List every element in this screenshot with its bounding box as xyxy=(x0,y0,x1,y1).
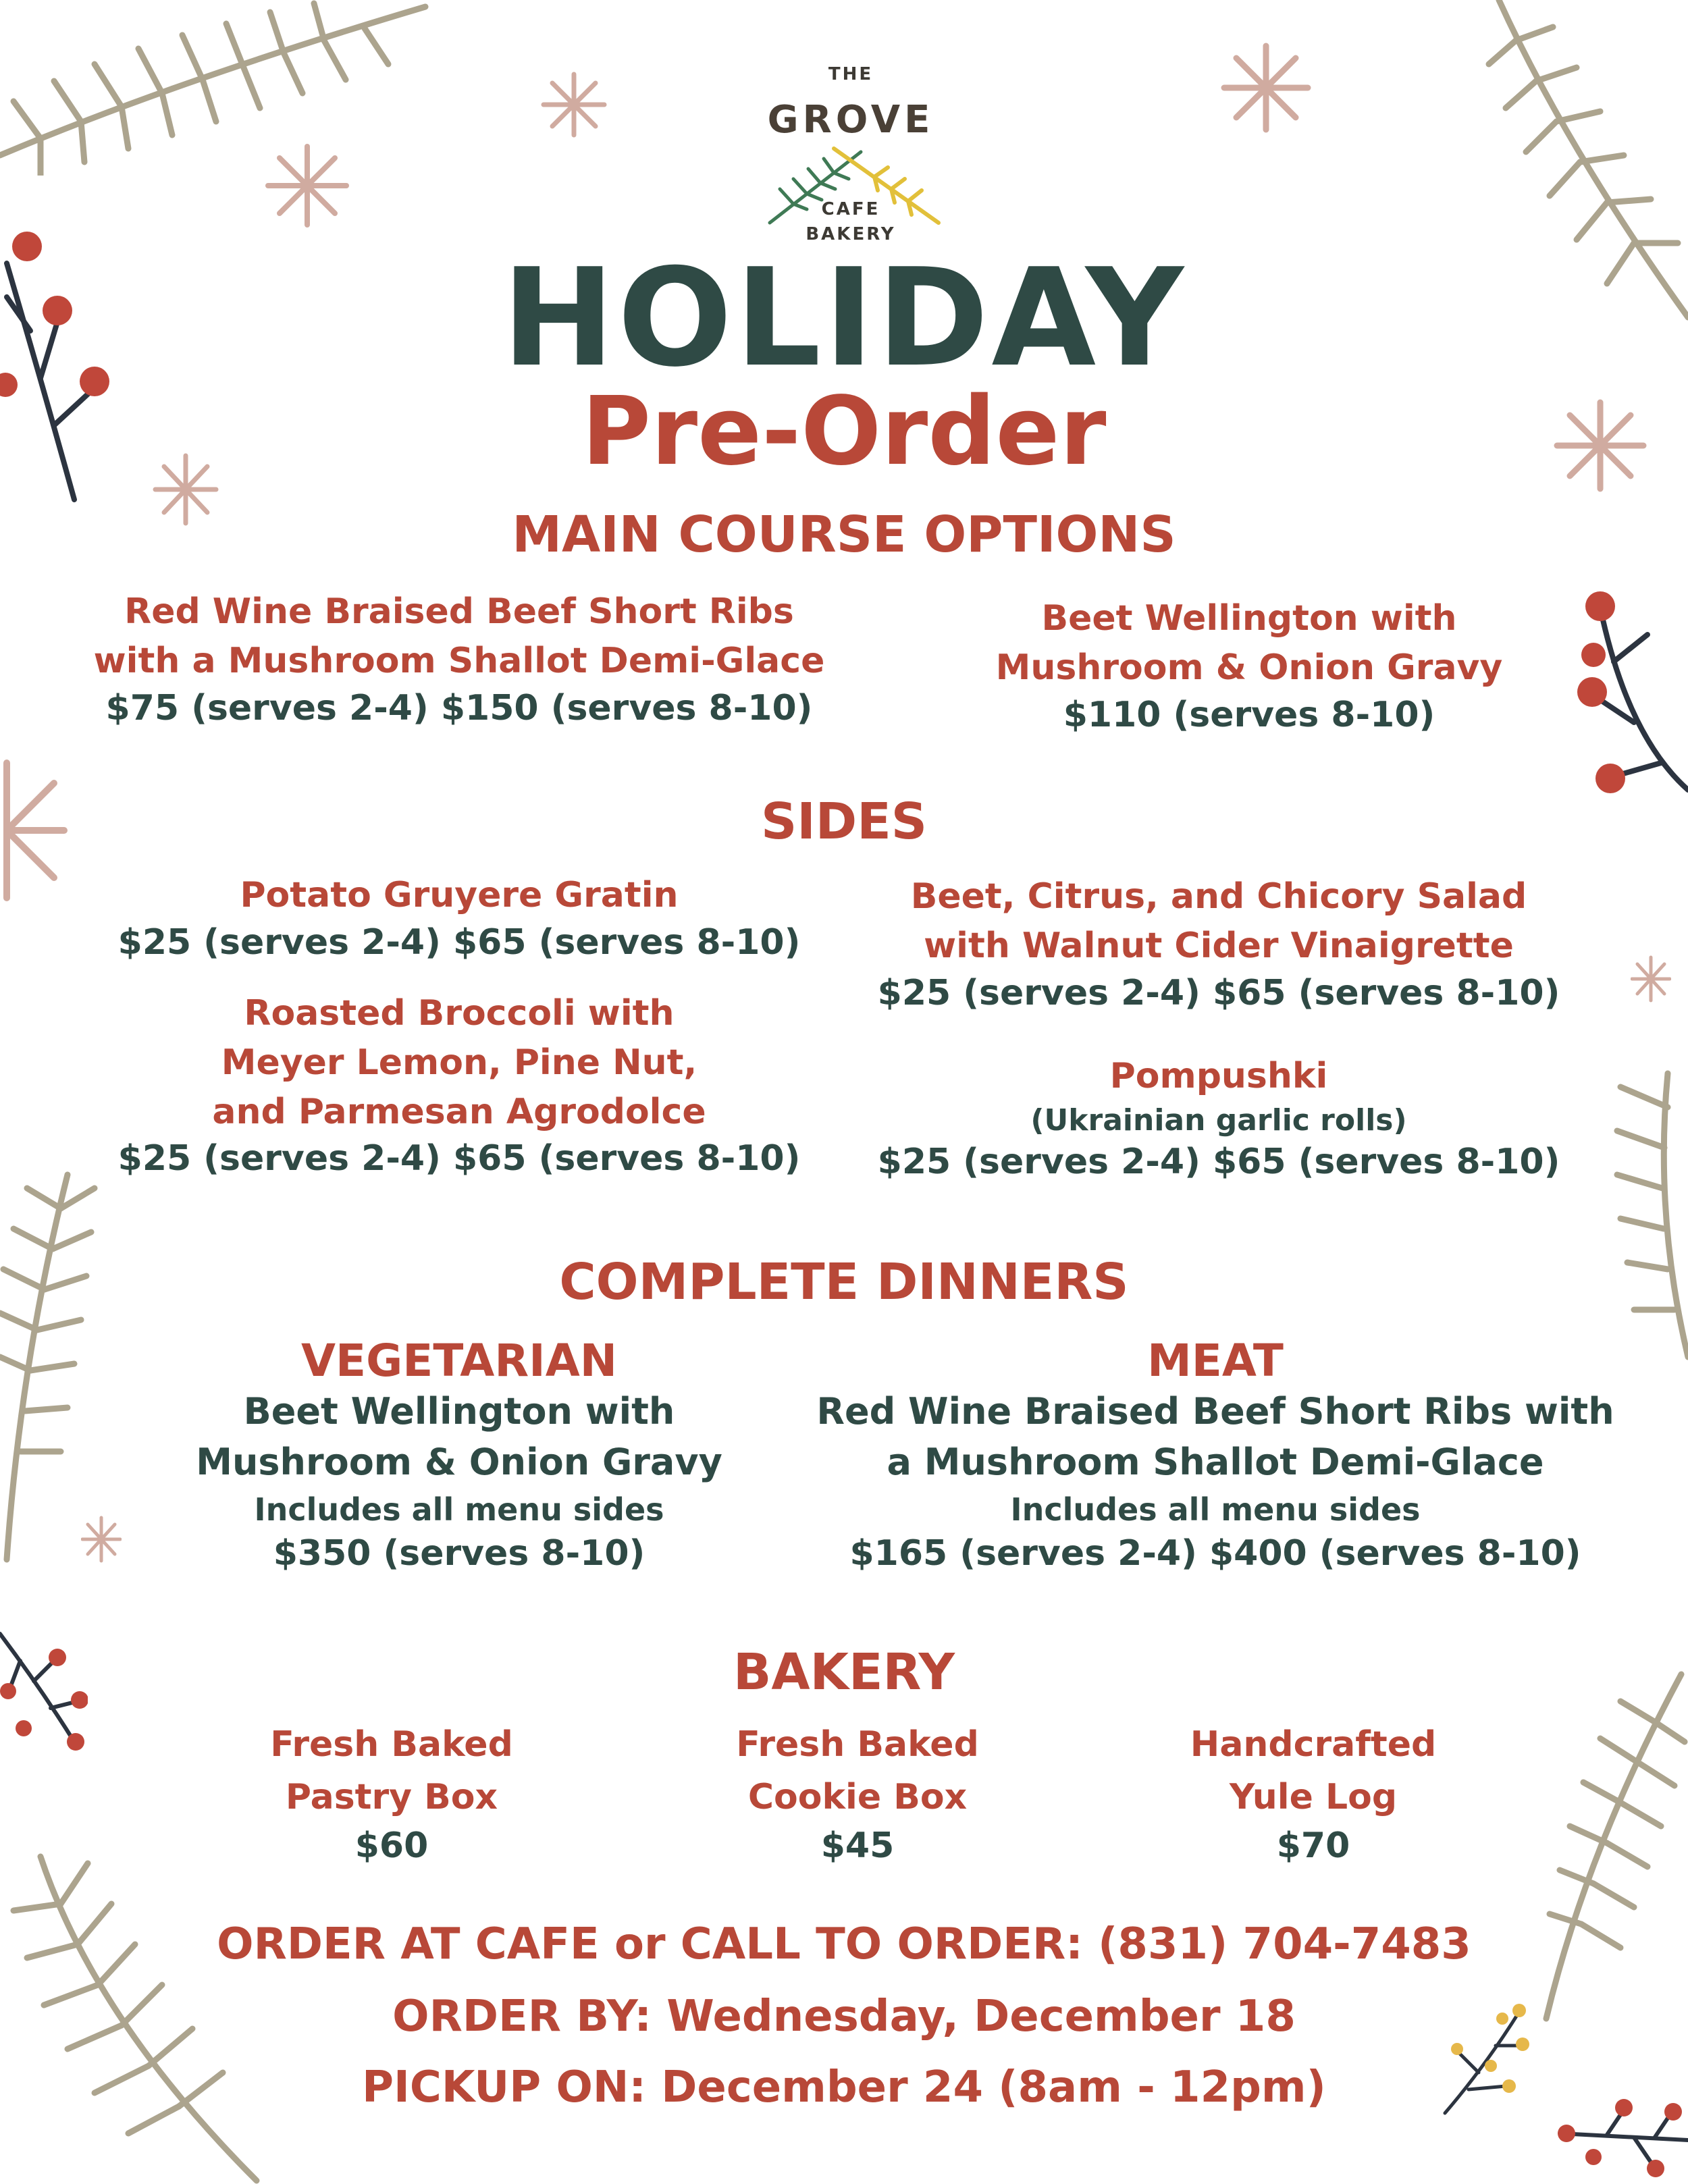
bakery-heading: BAKERY xyxy=(733,1643,955,1701)
main-course-item-short-ribs xyxy=(47,587,871,731)
logo-the: THE xyxy=(828,64,874,84)
item-name: Fresh Baked xyxy=(736,1724,979,1765)
bakery-item-cookie-box xyxy=(689,1718,1026,1869)
item-name: and Parmesan Agrodolce xyxy=(212,1091,706,1132)
item-price: $25 (serves 2-4) $65 (serves 8-10) xyxy=(117,922,801,963)
item-name: Meyer Lemon, Pine Nut, xyxy=(221,1042,697,1083)
pine-branch-top-left xyxy=(0,0,432,176)
item-price: $110 (serves 8-10) xyxy=(1063,694,1435,735)
dinner-meat xyxy=(790,1337,1641,1577)
snowflake-left-1 xyxy=(263,142,351,230)
pine-branch-left-middle xyxy=(0,1161,101,1566)
side-item-pompushki xyxy=(837,1052,1600,1186)
dinner-includes: Includes all menu sides xyxy=(254,1491,664,1528)
dinner-name: Mushroom & Onion Gravy xyxy=(196,1441,722,1484)
item-name: Beet Wellington with xyxy=(1041,598,1457,639)
item-name: Red Wine Braised Beef Short Ribs xyxy=(124,591,794,632)
item-price: $70 xyxy=(1276,1826,1350,1866)
main-course-heading: MAIN COURSE OPTIONS xyxy=(512,506,1176,564)
snowflake-top-1 xyxy=(540,71,608,138)
item-price: $75 (serves 2-4) $150 (serves 8-10) xyxy=(105,687,813,728)
title-holiday: HOLIDAY xyxy=(502,240,1186,397)
order-phone-line: ORDER AT CAFE or CALL TO ORDER: (831) 704-7483 xyxy=(217,1919,1471,1969)
dinner-vegetarian xyxy=(149,1337,770,1577)
item-name: Cookie Box xyxy=(747,1777,968,1817)
item-name: Mushroom & Onion Gravy xyxy=(995,647,1503,688)
item-name: Fresh Baked xyxy=(270,1724,513,1765)
snowflake-right-2 xyxy=(1631,955,1671,1003)
item-price: $25 (serves 2-4) $65 (serves 8-10) xyxy=(877,1141,1560,1182)
bakery-item-yule-log xyxy=(1144,1718,1482,1869)
snowflake-top-2 xyxy=(1219,41,1313,135)
title-preorder: Pre-Order xyxy=(581,377,1107,487)
item-name: Roasted Broccoli with xyxy=(244,993,675,1034)
dinner-label: VEGETARIAN xyxy=(300,1335,618,1387)
logo-bakery: BAKERY xyxy=(806,224,896,244)
bakery-item-pastry-box xyxy=(223,1718,560,1869)
item-name: with Walnut Cider Vinaigrette xyxy=(924,925,1514,966)
dinner-name: Red Wine Braised Beef Short Ribs with xyxy=(816,1389,1614,1433)
item-name: Beet, Citrus, and Chicory Salad xyxy=(910,876,1527,917)
item-note: (Ukrainian garlic rolls) xyxy=(1030,1102,1407,1138)
pine-branch-right-bottom xyxy=(1533,1661,1688,2025)
item-price: $60 xyxy=(354,1826,429,1866)
side-item-salad xyxy=(837,872,1600,1016)
item-name: Pompushki xyxy=(1109,1056,1328,1096)
order-by-line: ORDER BY: Wednesday, December 18 xyxy=(392,1992,1296,2042)
dinner-label: MEAT xyxy=(1147,1335,1284,1387)
pine-branch-right-middle xyxy=(1614,1067,1688,1364)
berry-branch-right xyxy=(1573,587,1688,830)
side-item-broccoli xyxy=(68,989,851,1182)
item-price: $45 xyxy=(820,1826,895,1866)
pickup-line: PICKUP ON: December 24 (8am - 12pm) xyxy=(362,2062,1326,2112)
dinner-price: $165 (serves 2-4) $400 (serves 8-10) xyxy=(849,1533,1581,1574)
logo xyxy=(743,64,959,246)
sides-heading: SIDES xyxy=(760,793,928,851)
item-price: $25 (serves 2-4) $65 (serves 8-10) xyxy=(117,1138,801,1179)
item-price: $25 (serves 2-4) $65 (serves 8-10) xyxy=(877,972,1560,1013)
dinner-name: Beet Wellington with xyxy=(243,1389,675,1433)
side-item-gratin xyxy=(68,871,851,965)
main-course-item-beet-wellington xyxy=(912,594,1587,738)
complete-dinners-heading: COMPLETE DINNERS xyxy=(559,1253,1129,1311)
item-name: Handcrafted xyxy=(1190,1724,1437,1765)
item-name: Potato Gruyere Gratin xyxy=(240,875,679,915)
item-name: Yule Log xyxy=(1229,1777,1398,1817)
logo-cafe: CAFE xyxy=(821,199,880,219)
dinner-price: $350 (serves 8-10) xyxy=(273,1533,645,1574)
item-name: with a Mushroom Shallot Demi-Glace xyxy=(93,640,825,681)
dinner-name: a Mushroom Shallot Demi-Glace xyxy=(887,1441,1544,1484)
item-name: Pastry Box xyxy=(285,1777,498,1817)
dinner-includes: Includes all menu sides xyxy=(1010,1491,1421,1528)
logo-name: GROVE xyxy=(767,98,934,142)
